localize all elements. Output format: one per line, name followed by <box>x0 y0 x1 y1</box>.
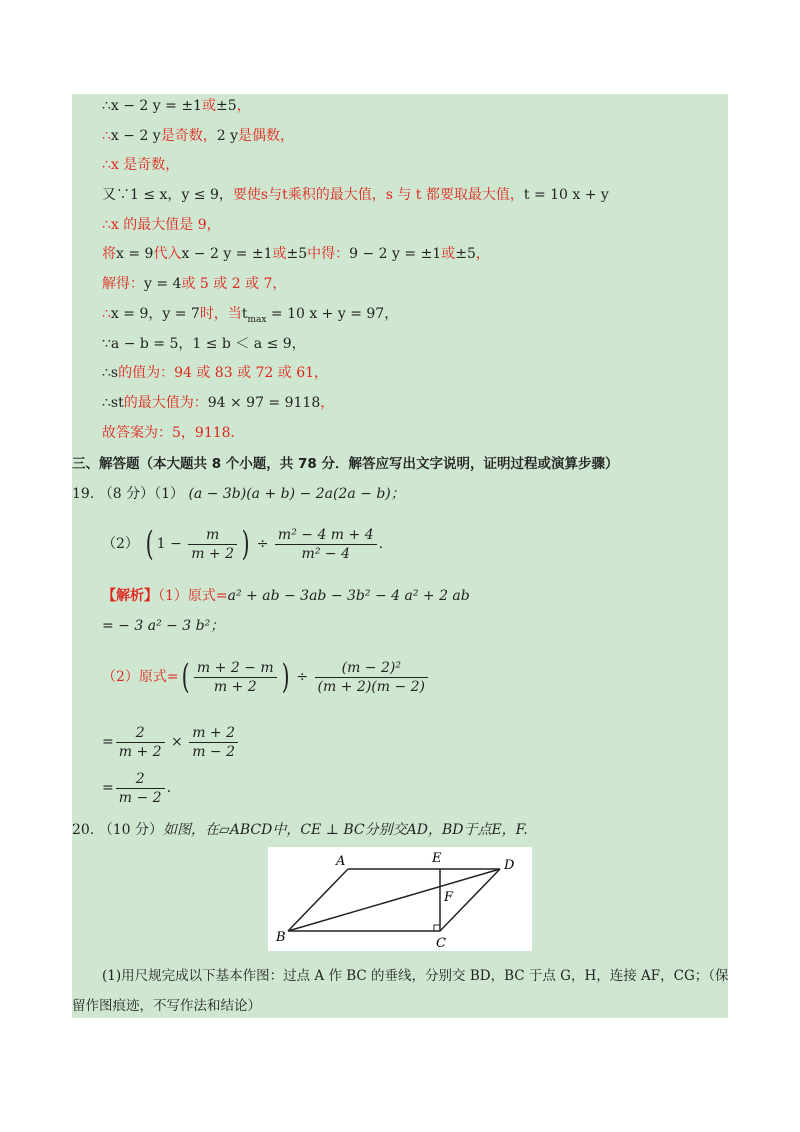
sol1-expr: a² + ab − 3ab − 3b² − 4 a² + 2 ab <box>227 588 470 604</box>
solution-line <box>102 393 334 413</box>
label-c: C <box>436 936 446 951</box>
solution-text: 9 − 2 y = ±1 <box>349 246 442 262</box>
q19-number: 19. <box>72 486 95 502</box>
solution-text: 或 5 或 2 或 7， <box>181 276 287 292</box>
solution-text: 要使s与t乘积的最大值， <box>232 187 386 203</box>
sol2-frac-1 <box>194 659 277 696</box>
frac-numerator: (m − 2)² <box>315 659 428 678</box>
frac-numerator: m <box>188 526 237 545</box>
label-a: A <box>336 854 346 869</box>
parallelogram-figure <box>268 847 532 951</box>
solution-text: ∴ <box>102 128 111 144</box>
solution-text: ±5 <box>215 98 237 114</box>
frac-denominator: m + 2 <box>191 545 235 562</box>
solution-text: ∴x 是奇数， <box>102 157 180 173</box>
parallelogram-svg <box>268 847 532 951</box>
solution-text: y = 4 <box>144 276 182 292</box>
solution-text: 是偶数， <box>238 128 294 144</box>
solution-text: t = 10 x + y <box>523 187 609 203</box>
solution-text: 94 × 97 = 9118 <box>207 395 321 411</box>
solution-text: 是奇数， <box>160 128 217 144</box>
frac-numerator: 2 <box>116 770 165 789</box>
solution-text: ∴s <box>102 365 119 381</box>
solution-text: y ≤ 9， <box>181 187 233 203</box>
solution-text: ， <box>320 395 335 411</box>
solution-line <box>102 423 245 443</box>
solution-text: x − 2 y = ±1 <box>181 246 273 262</box>
q19-part2 <box>102 522 383 566</box>
solution-text: ∵a − b = 5， <box>102 336 193 352</box>
label-f: F <box>444 890 454 905</box>
solution-text: s 与 t 都要取最大值， <box>385 187 524 203</box>
solution-text: 将 <box>102 246 116 262</box>
frac-numerator: m² − 4 m + 4 <box>275 526 377 545</box>
solution-text: max <box>247 314 267 325</box>
frac-denominator: (m + 2)(m − 2) <box>317 678 426 695</box>
q19-final <box>102 766 171 810</box>
q20-task-line1: (1)用尺规完成以下基本作图：过点 A 作 BC 的垂线，分别交 BD，BC 于点 G，H，连接 AF，CG；（保 <box>102 968 729 984</box>
solution-text: 1 ≤ b ＜ a ≤ 9， <box>192 336 306 352</box>
diagonal-bd <box>288 869 500 931</box>
solution-text: 又∵1 ≤ x， <box>102 187 182 203</box>
times-sign: × <box>171 734 183 750</box>
solution-text: 故答案为：5，9118． <box>102 425 245 441</box>
q19-header <box>72 484 405 504</box>
solution-text: ±5 <box>455 246 476 262</box>
label-d: D <box>504 858 515 873</box>
divide-sign: ÷ <box>256 536 269 552</box>
solution-text: ∴x 的最大值是 9， <box>102 217 221 233</box>
left-paren-icon: ( <box>146 524 154 564</box>
solution-text: ∴st <box>102 395 124 411</box>
right-paren-icon: ) <box>241 524 250 564</box>
solution-line <box>102 363 328 383</box>
frac-denominator: m − 2 <box>118 789 162 806</box>
frac-numerator: m + 2 <box>189 724 238 743</box>
frac-numerator: m + 2 − m <box>196 659 274 676</box>
solution-text: 或 <box>272 246 287 262</box>
q19-solution-1 <box>102 586 470 606</box>
solution-text: 或 <box>201 98 216 114</box>
solution-text: 2 y <box>216 128 238 144</box>
solution-text: 的值为：94 或 83 或 72 或 61， <box>118 365 329 381</box>
solution-line <box>102 244 490 264</box>
left-paren-icon: ( <box>181 657 190 697</box>
solution-text: x − 2 y <box>110 128 161 144</box>
solution-line <box>102 274 286 294</box>
sol2-frac-2 <box>315 659 428 696</box>
equals-sign: = <box>102 734 114 750</box>
solution-text: 时，当 <box>199 306 242 322</box>
frac-denominator: m² − 4 <box>301 545 350 562</box>
solution-text: ∴x − 2 y = ±1 <box>102 98 202 114</box>
sol1-label: （1）原式= <box>158 588 228 604</box>
q19-part1-expr: (a − 3b)(a + b) − 2a(2a − b)； <box>188 486 405 502</box>
solution-text: 中得： <box>307 246 350 262</box>
frac-denominator: m + 2 <box>118 743 162 760</box>
step-frac-b <box>189 724 238 761</box>
solution-text: 或 <box>441 246 456 262</box>
solution-text: = 10 x + y = 97， <box>266 306 399 322</box>
q19-score: （8 分） <box>98 486 155 502</box>
solution-line <box>102 304 398 330</box>
period: . <box>378 536 384 552</box>
label-e: E <box>432 851 442 866</box>
sol2-label: （2）原式= <box>102 669 179 685</box>
q19-part1-label: （1） <box>154 486 184 502</box>
sol1-result: = − 3 a² − 3 b²； <box>102 618 225 634</box>
solution-text: t <box>241 306 248 322</box>
q19-frac-2 <box>275 526 377 563</box>
solution-text: x = 9， <box>110 306 163 322</box>
equals-sign: = <box>102 780 114 796</box>
analysis-tag: 【解析】 <box>102 588 158 604</box>
solution-line <box>102 334 306 354</box>
right-paren-icon: ) <box>281 657 290 697</box>
solution-text: x = 9 <box>116 246 154 262</box>
solution-text: 代入 <box>153 246 182 262</box>
solution-text: 的最大值为： <box>123 395 208 411</box>
section-heading: 三、解答题（本大题共 8 个小题，共 78 分．解答应写出文字说明，证明过程或演算步骤） <box>72 456 619 472</box>
q19-part2-label: （2） <box>102 536 139 552</box>
label-b: B <box>276 930 286 945</box>
solution-text: ， <box>475 246 490 262</box>
right-angle-icon <box>434 925 440 931</box>
q20-score: （10 分） <box>98 822 163 838</box>
solution-line <box>102 155 179 175</box>
solution-line <box>102 215 221 235</box>
q19-frac-m <box>188 526 237 563</box>
frac-denominator: m + 2 <box>194 677 277 696</box>
solution-text: ±5 <box>286 246 308 262</box>
solution-text: y = 7 <box>162 306 200 322</box>
step-frac-a <box>116 724 165 761</box>
solution-text: ， <box>236 98 251 114</box>
q20-statement: 如图，在▱ABCD中，CE ⊥ BC分别交AD，BD于点E，F. <box>162 822 528 838</box>
q20-header <box>72 820 528 840</box>
period: . <box>166 780 172 796</box>
solution-line <box>102 185 609 205</box>
final-frac <box>116 770 165 807</box>
q19-step <box>102 720 240 764</box>
divide-sign: ÷ <box>296 669 309 685</box>
q19-one-minus: 1 − <box>156 536 182 552</box>
q20-number: 20. <box>72 822 95 838</box>
frac-denominator: m − 2 <box>192 743 236 760</box>
q19-solution-2 <box>102 653 430 701</box>
solution-line <box>102 126 294 146</box>
solution-text: 解得： <box>102 276 144 292</box>
solution-line <box>102 96 251 116</box>
frac-numerator: 2 <box>116 724 165 743</box>
solution-text: ∴ <box>102 306 111 322</box>
q20-task-line2: 留作图痕迹，不写作法和结论） <box>72 998 261 1014</box>
